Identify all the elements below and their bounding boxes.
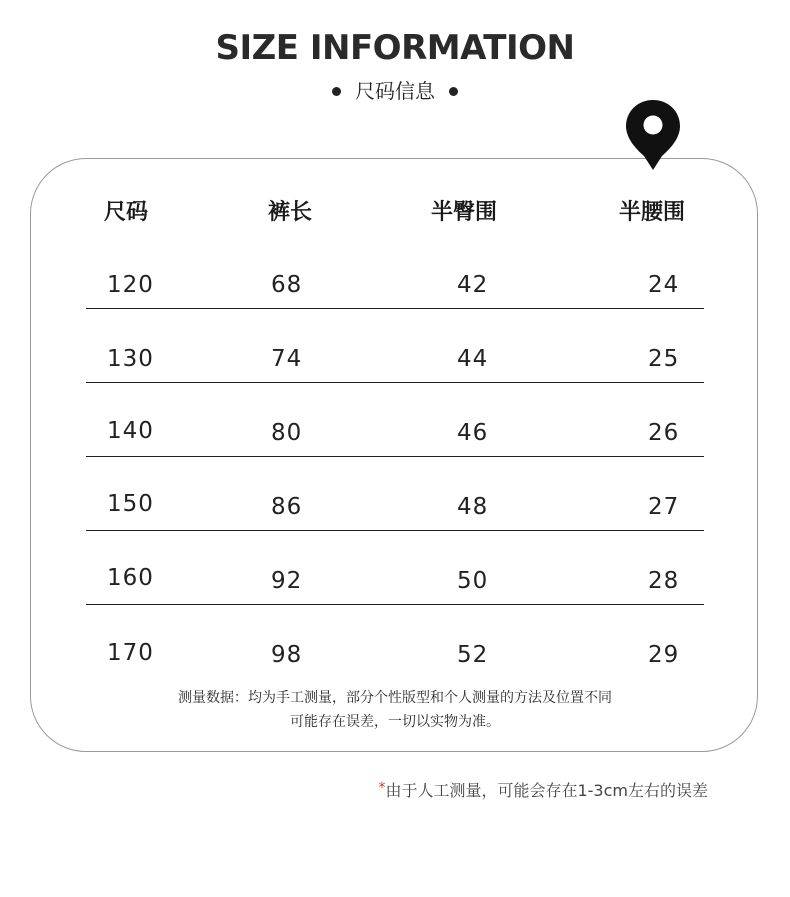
- header-pants-length: 裤长: [268, 200, 313, 225]
- table-cell-pants-length: 98: [271, 642, 303, 668]
- header-half-hip: 半臀围: [431, 200, 498, 225]
- table-cell-pants-length: 80: [271, 420, 303, 446]
- table-cell-size: 150: [107, 491, 154, 517]
- table-cell-half-waist: 25: [648, 346, 680, 372]
- row-divider: [86, 382, 704, 383]
- table-cell-size: 170: [107, 640, 154, 666]
- row-divider: [86, 604, 704, 605]
- asterisk-mark: *: [378, 780, 386, 796]
- table-cell-pants-length: 92: [271, 568, 303, 594]
- table-cell-half-hip: 48: [457, 494, 489, 520]
- subtitle: 尺码信息: [355, 79, 435, 103]
- table-cell-half-waist: 26: [648, 420, 680, 446]
- row-divider: [86, 308, 704, 309]
- table-cell-size: 120: [107, 272, 154, 298]
- table-cell-half-hip: 50: [457, 568, 489, 594]
- map-pin-icon: [624, 98, 682, 172]
- table-cell-pants-length: 86: [271, 494, 303, 520]
- bullet-dot-right: [449, 87, 458, 96]
- table-cell-size: 140: [107, 418, 154, 444]
- table-cell-size: 160: [107, 565, 154, 591]
- measurement-note-line2: 可能存在误差，一切以实物为准。: [290, 714, 500, 730]
- table-cell-half-waist: 27: [648, 494, 680, 520]
- footnote-text: 由于人工测量，可能会存在1-3cm左右的误差: [385, 781, 708, 800]
- table-cell-half-waist: 28: [648, 568, 680, 594]
- table-cell-pants-length: 74: [271, 346, 303, 372]
- table-cell-size: 130: [107, 346, 154, 372]
- table-cell-half-hip: 46: [457, 420, 489, 446]
- table-cell-half-hip: 52: [457, 642, 489, 668]
- measurement-note-line1: 测量数据：均为手工测量，部分个性版型和个人测量的方法及位置不同: [178, 690, 612, 706]
- table-cell-half-hip: 44: [457, 346, 489, 372]
- header-half-waist: 半腰围: [619, 200, 686, 225]
- page-title: SIZE INFORMATION: [215, 28, 575, 68]
- error-footnote: [378, 776, 708, 803]
- row-divider: [86, 456, 704, 457]
- table-cell-half-hip: 42: [457, 272, 489, 298]
- table-cell-pants-length: 68: [271, 272, 303, 298]
- table-cell-half-waist: 29: [648, 642, 680, 668]
- row-divider: [86, 530, 704, 531]
- header-size: 尺码: [104, 200, 149, 225]
- table-cell-half-waist: 24: [648, 272, 680, 298]
- bullet-dot-left: [332, 87, 341, 96]
